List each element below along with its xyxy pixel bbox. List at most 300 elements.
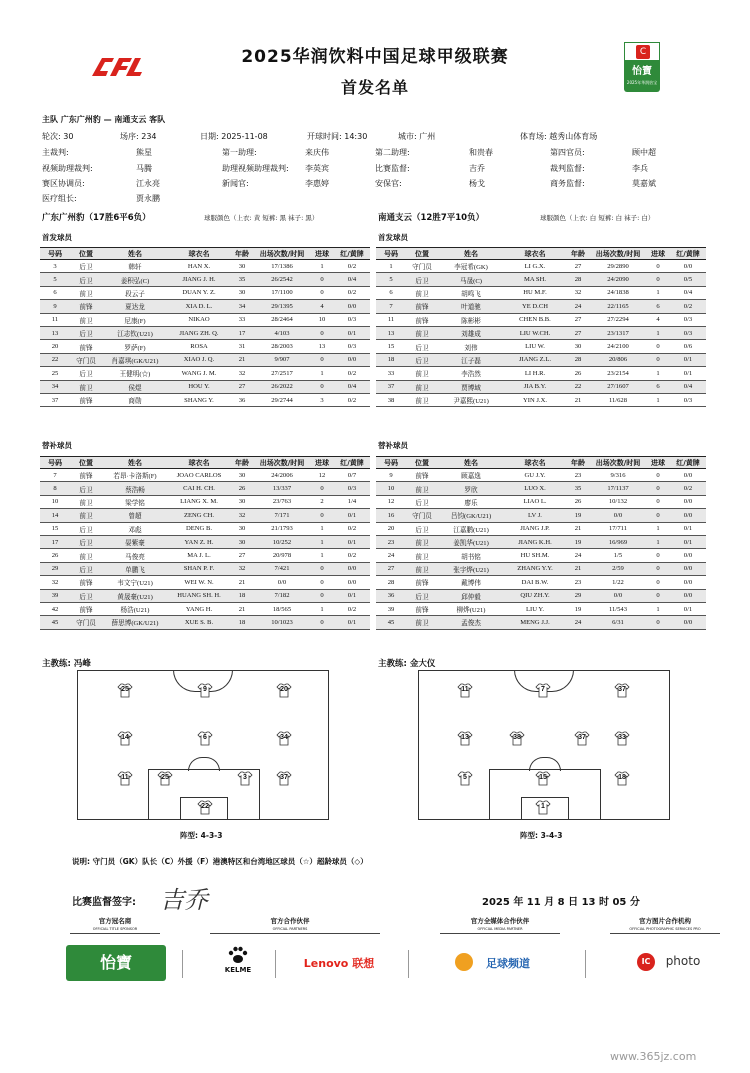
player-cell: 11/543 <box>590 602 646 615</box>
player-cell: 21 <box>230 602 254 615</box>
away-team-name: 南通支云（12胜7平10负） <box>378 213 485 223</box>
player-cell: 薛思博(GK/U21) <box>102 616 168 629</box>
player-cell: HU SH.M. <box>504 549 566 562</box>
column-header: 年龄 <box>230 248 254 260</box>
player-cell: 21 <box>566 393 590 406</box>
player-cell: 26/2022 <box>254 380 310 393</box>
player-cell: 后卫 <box>406 353 438 366</box>
player-cell: 0/1 <box>670 535 706 548</box>
player-cell: 15 <box>40 522 70 535</box>
player-cell: 1 <box>310 367 334 380</box>
player-row <box>40 549 370 562</box>
kelme-logo: KELME <box>224 966 252 974</box>
player-cell: 45 <box>40 616 70 629</box>
player-cell: 0/1 <box>334 326 370 339</box>
player-row <box>40 589 370 602</box>
player-cell: 后卫 <box>406 273 438 286</box>
player-cell: 13 <box>376 326 406 339</box>
player-cell: 35 <box>566 482 590 495</box>
football-channel-logo: 足球频道 <box>486 957 530 970</box>
player-cell: 0/7 <box>334 469 370 482</box>
player-cell: 6 <box>40 286 70 299</box>
player-row <box>376 340 706 353</box>
column-header: 出场次数/时间 <box>590 457 646 469</box>
player-cell: XIAO J. Q. <box>168 353 230 366</box>
jersey-number: 22 <box>201 803 209 810</box>
player-cell: 20 <box>376 522 406 535</box>
jersey-number: 34 <box>280 734 288 741</box>
player-cell: 前锋 <box>70 393 102 406</box>
jersey-number: 7 <box>541 686 545 693</box>
player-row <box>40 562 370 575</box>
player-cell: 24/2006 <box>254 469 310 482</box>
away-formation-pitch <box>418 670 670 820</box>
player-cell: 梁学铭 <box>102 495 168 508</box>
player-cell: 0/1 <box>334 616 370 629</box>
ar1-label: 第一助理: <box>222 148 257 157</box>
player-cell: 1 <box>310 522 334 535</box>
player-cell: 0 <box>310 616 334 629</box>
player-cell: JOAO CARLOS <box>168 469 230 482</box>
player-cell: JIANG Z.L. <box>504 353 566 366</box>
player-cell: 0/2 <box>670 300 706 313</box>
away-coach: 主教练: 金大仪 <box>378 659 436 669</box>
player-row <box>40 576 370 589</box>
player-cell: 刘伟 <box>438 340 504 353</box>
player-row <box>40 602 370 615</box>
sponsor-title-3: 官方图片合作机构 <box>639 917 691 925</box>
player-cell: 36 <box>230 393 254 406</box>
player-cell: 1 <box>310 535 334 548</box>
player-cell: 0 <box>646 482 670 495</box>
player-cell: 0 <box>310 353 334 366</box>
player-cell: 1 <box>646 326 670 339</box>
player-cell: 前锋 <box>70 300 102 313</box>
player-row <box>40 469 370 482</box>
player-cell: 30 <box>230 522 254 535</box>
sponsor-sub-3: OFFICIAL PHOTOGRAPHIC SERVICES PRO <box>629 927 701 931</box>
player-cell: 29/2890 <box>590 260 646 273</box>
player-cell: 10/252 <box>254 535 310 548</box>
player-cell: 26/2542 <box>254 273 310 286</box>
player-row <box>40 535 370 548</box>
player-cell: 6 <box>646 300 670 313</box>
jersey-number: 14 <box>121 734 129 741</box>
player-cell: 9/316 <box>590 469 646 482</box>
column-header: 红/黄牌 <box>334 248 370 260</box>
var: 马腾 <box>136 164 152 173</box>
player-row <box>40 300 370 313</box>
player-cell: 守门员 <box>70 616 102 629</box>
player-cell: 0/2 <box>334 367 370 380</box>
player-cell: JIANG K.H. <box>504 535 566 548</box>
coordinator: 江永亮 <box>136 179 160 188</box>
player-cell: 1 <box>646 367 670 380</box>
player-cell: XUE S. B. <box>168 616 230 629</box>
player-cell: 26 <box>230 482 254 495</box>
jersey-number: 6 <box>203 734 207 741</box>
player-cell: WANG J. M. <box>168 367 230 380</box>
player-cell: 4/103 <box>254 326 310 339</box>
player-cell: 28 <box>566 353 590 366</box>
player-cell: 0 <box>646 509 670 522</box>
player-cell: 0/0 <box>334 576 370 589</box>
player-cell: 0/2 <box>334 286 370 299</box>
player-cell: 叶道驰 <box>438 300 504 313</box>
player-row <box>40 313 370 326</box>
ref-assessor: 李兵 <box>632 164 648 173</box>
player-cell: 33 <box>376 367 406 380</box>
player-cell: 18/565 <box>254 602 310 615</box>
player-cell: 0 <box>646 549 670 562</box>
ar1: 来庆伟 <box>305 148 329 157</box>
column-header: 进球 <box>646 248 670 260</box>
column-header: 进球 <box>646 457 670 469</box>
player-row <box>376 616 706 629</box>
player-cell: 0/1 <box>334 509 370 522</box>
player-row <box>40 260 370 273</box>
player-row <box>40 509 370 522</box>
coordinator-label: 赛区协调员: <box>42 179 85 188</box>
sponsor-sub-0: OFFICIAL TITLE SPONSOR <box>92 927 138 931</box>
player-cell: 前卫 <box>70 313 102 326</box>
jersey-number: 18 <box>618 774 626 781</box>
player-cell: 27 <box>566 260 590 273</box>
player-cell: 0 <box>646 340 670 353</box>
player-cell: 单鹏飞 <box>102 562 168 575</box>
player-cell: 30 <box>230 535 254 548</box>
sign-time: 2025 年 11 月 8 日 13 时 05 分 <box>482 897 640 908</box>
player-row <box>376 522 706 535</box>
player-cell: 0 <box>646 576 670 589</box>
player-row <box>40 616 370 629</box>
sponsor-title-2: 官方全媒体合作伙伴 <box>470 917 530 925</box>
player-cell: 肖嘉琪(GK/U21) <box>102 353 168 366</box>
player-row <box>376 535 706 548</box>
player-row <box>376 602 706 615</box>
player-row <box>376 367 706 380</box>
player-cell: 37 <box>376 380 406 393</box>
player-cell: LV J. <box>504 509 566 522</box>
player-cell: 曾超 <box>102 509 168 522</box>
player-cell: 罗欣 <box>438 482 504 495</box>
player-cell: 吕钧(GK/U21) <box>438 509 504 522</box>
player-cell: 24/1838 <box>590 286 646 299</box>
player-cell: 尼康(F) <box>102 313 168 326</box>
player-cell: 32 <box>230 509 254 522</box>
player-cell: 李浩然 <box>438 367 504 380</box>
player-row <box>376 260 706 273</box>
home-kit: 球服颜色（上衣: 黄 短裤: 黑 袜子: 黑） <box>204 214 319 222</box>
player-cell: 4 <box>310 300 334 313</box>
ic-photo-logo: photo <box>665 954 701 968</box>
player-cell: 0/0 <box>670 495 706 508</box>
fourth: 顾中超 <box>632 148 656 157</box>
player-cell: 0/1 <box>334 535 370 548</box>
player-cell: JIANG J.P. <box>504 522 566 535</box>
jersey-number: 25 <box>161 774 169 781</box>
player-cell: 32 <box>230 562 254 575</box>
player-cell: 27 <box>566 326 590 339</box>
player-cell: 1 <box>310 549 334 562</box>
player-cell: 10 <box>310 313 334 326</box>
player-row <box>376 300 706 313</box>
column-header: 红/黄牌 <box>334 457 370 469</box>
away-subs-table <box>376 456 706 630</box>
player-cell: 守门员 <box>406 260 438 273</box>
player-cell: 夏达龙 <box>102 300 168 313</box>
column-header: 号码 <box>376 248 406 260</box>
column-header: 年龄 <box>566 457 590 469</box>
player-cell: 张宇烨(U21) <box>438 562 504 575</box>
player-cell: 前锋 <box>70 576 102 589</box>
player-row <box>376 549 706 562</box>
player-cell: 贾博域 <box>438 380 504 393</box>
jersey-number: 15 <box>539 774 547 781</box>
player-cell: 9 <box>40 300 70 313</box>
player-cell: LIU W.CH. <box>504 326 566 339</box>
column-header: 号码 <box>40 248 70 260</box>
column-header: 进球 <box>310 248 334 260</box>
player-cell: 6 <box>376 286 406 299</box>
player-cell: 17/1100 <box>254 286 310 299</box>
player-cell: 0/4 <box>670 286 706 299</box>
player-cell: 0 <box>646 616 670 629</box>
player-cell: 前卫 <box>70 549 102 562</box>
player-row <box>40 522 370 535</box>
press: 李惠婷 <box>305 179 329 188</box>
badge-mark-icon: C <box>636 45 650 59</box>
player-cell: 后卫 <box>70 367 102 380</box>
player-row <box>376 313 706 326</box>
player-cell: 23 <box>376 535 406 548</box>
player-cell: GU J.Y. <box>504 469 566 482</box>
player-cell: CAI H. CH. <box>168 482 230 495</box>
column-header: 位置 <box>406 457 438 469</box>
player-cell: 柳烨(U21) <box>438 602 504 615</box>
player-cell: 罗萨(F) <box>102 340 168 353</box>
player-cell: 0/0 <box>670 562 706 575</box>
player-cell: 29 <box>40 562 70 575</box>
player-cell: 0/0 <box>334 562 370 575</box>
column-header: 进球 <box>310 457 334 469</box>
player-cell: 1 <box>310 260 334 273</box>
player-cell: 前锋 <box>70 469 102 482</box>
player-cell: 24 <box>566 549 590 562</box>
column-header: 号码 <box>40 457 70 469</box>
column-header: 球衣名 <box>168 457 230 469</box>
player-cell: 23/1317 <box>590 326 646 339</box>
column-header: 年龄 <box>230 457 254 469</box>
player-cell: 后卫 <box>406 522 438 535</box>
player-cell: 13/337 <box>254 482 310 495</box>
player-cell: 24/2100 <box>590 340 646 353</box>
player-cell: 后卫 <box>70 482 102 495</box>
home-coach: 主教练: 冯峰 <box>42 659 91 669</box>
date: 日期: 2025-11-08 <box>200 132 268 141</box>
player-cell: 0 <box>310 326 334 339</box>
jersey-number: 3 <box>243 774 247 781</box>
player-cell: 6 <box>646 380 670 393</box>
player-cell: 1 <box>646 522 670 535</box>
player-cell: 27 <box>566 313 590 326</box>
player-cell: 11/628 <box>590 393 646 406</box>
player-cell: 邱仲毅 <box>438 589 504 602</box>
player-cell: YE D.CH <box>504 300 566 313</box>
avar-label: 助理视频助理裁判: <box>222 164 289 173</box>
ar2-label: 第二助理: <box>375 148 410 157</box>
jersey-number: 11 <box>121 774 129 781</box>
player-cell: 9/907 <box>254 353 310 366</box>
player-cell: 27/2294 <box>590 313 646 326</box>
player-cell: 28/2464 <box>254 313 310 326</box>
player-row <box>40 353 370 366</box>
away-formation: 阵型: 3-4-3 <box>520 831 563 840</box>
column-header: 出场次数/时间 <box>254 248 310 260</box>
player-row <box>376 286 706 299</box>
player-cell: 1 <box>646 535 670 548</box>
player-cell: 24 <box>566 616 590 629</box>
player-row <box>40 340 370 353</box>
player-cell: 32 <box>40 576 70 589</box>
player-cell: JIANG ZH. Q. <box>168 326 230 339</box>
column-header: 球衣名 <box>168 248 230 260</box>
player-cell: 江嘉鹏(U21) <box>438 522 504 535</box>
player-cell: 前卫 <box>406 562 438 575</box>
player-cell: DAI B.W. <box>504 576 566 589</box>
player-cell: 10 <box>376 482 406 495</box>
player-cell: 前卫 <box>406 616 438 629</box>
player-cell: 27/1607 <box>590 380 646 393</box>
column-header: 球衣名 <box>504 248 566 260</box>
player-cell: 后卫 <box>70 326 102 339</box>
player-cell: 若昂·卡洛斯(F) <box>102 469 168 482</box>
player-cell: 王健明(☆) <box>102 367 168 380</box>
player-cell: 17/1137 <box>590 482 646 495</box>
player-cell: 江志钦(U21) <box>102 326 168 339</box>
home-subs-label: 替补球员 <box>42 441 72 450</box>
player-cell: 22 <box>566 380 590 393</box>
supervisor: 吉乔 <box>469 164 485 173</box>
player-cell: 前卫 <box>70 509 102 522</box>
player-cell: 0/3 <box>334 482 370 495</box>
player-row <box>40 367 370 380</box>
player-cell: 0/1 <box>670 353 706 366</box>
player-cell: 0 <box>646 495 670 508</box>
player-cell: 11 <box>40 313 70 326</box>
player-cell: 32 <box>230 367 254 380</box>
player-cell: 0/0 <box>670 589 706 602</box>
player-row <box>40 273 370 286</box>
player-cell: 前锋 <box>70 602 102 615</box>
player-cell: 7/171 <box>254 509 310 522</box>
player-cell: QIU ZH.Y. <box>504 589 566 602</box>
player-cell: 前锋 <box>70 340 102 353</box>
player-row <box>376 576 706 589</box>
player-cell: 0 <box>310 576 334 589</box>
player-cell: 0/0 <box>670 616 706 629</box>
player-cell: 0/0 <box>670 576 706 589</box>
signature-label: 比赛监督签字: <box>72 897 136 908</box>
cbest-logo: 怡寶 <box>66 945 166 981</box>
venue: 体育场: 越秀山体育场 <box>520 132 598 141</box>
player-cell: 17 <box>230 326 254 339</box>
player-row <box>376 380 706 393</box>
player-cell: 0/2 <box>334 393 370 406</box>
player-cell: 姜凯华(U21) <box>438 535 504 548</box>
column-header: 出场次数/时间 <box>254 457 310 469</box>
security: 杨戈 <box>469 179 485 188</box>
player-cell: 胡鸣飞 <box>438 286 504 299</box>
player-cell: 24/2090 <box>590 273 646 286</box>
player-cell: 0/2 <box>334 260 370 273</box>
ic-photo-icon: IC <box>637 953 655 971</box>
player-cell: 后卫 <box>406 340 438 353</box>
avar: 李英宾 <box>305 164 329 173</box>
player-cell: 21 <box>230 576 254 589</box>
player-cell: 21/1793 <box>254 522 310 535</box>
player-cell: 邓彪 <box>102 522 168 535</box>
player-cell: 27/2517 <box>254 367 310 380</box>
player-cell: 杨浩(U21) <box>102 602 168 615</box>
player-row <box>376 393 706 406</box>
player-cell: 江子磊 <box>438 353 504 366</box>
player-cell: 0/2 <box>334 602 370 615</box>
jersey-number: 13 <box>461 734 469 741</box>
player-cell: 26 <box>40 549 70 562</box>
player-row <box>40 393 370 406</box>
away-starters-label: 首发球员 <box>378 233 408 242</box>
player-cell: NIKAO <box>168 313 230 326</box>
supervisor-signature: 吉乔 <box>160 886 208 914</box>
player-row <box>376 562 706 575</box>
home-starters-label: 首发球员 <box>42 233 72 242</box>
jersey-number: 11 <box>461 686 469 693</box>
player-cell: 0/0 <box>590 509 646 522</box>
player-cell: 12 <box>376 495 406 508</box>
player-row <box>376 273 706 286</box>
player-cell: 25 <box>40 367 70 380</box>
jersey-number: 37 <box>578 734 586 741</box>
sponsor-title-0: 官方冠名商 <box>98 917 132 925</box>
press-label: 新闻官: <box>222 179 249 188</box>
home-team-name: 广东广州豹（17胜6平6负） <box>42 213 151 223</box>
player-cell: 商勋 <box>102 393 168 406</box>
player-cell: 1/22 <box>590 576 646 589</box>
player-cell: SHAN P. F. <box>168 562 230 575</box>
player-cell: 黄晟豪(U21) <box>102 589 168 602</box>
column-header: 位置 <box>70 248 102 260</box>
player-cell: 0/3 <box>670 326 706 339</box>
player-cell: MA SH. <box>504 273 566 286</box>
player-cell: MA J. L. <box>168 549 230 562</box>
player-cell: 后卫 <box>70 260 102 273</box>
player-cell: 前卫 <box>406 535 438 548</box>
player-cell: YIN J.X. <box>504 393 566 406</box>
jersey-number: 25 <box>121 686 129 693</box>
player-cell: 30 <box>230 286 254 299</box>
player-cell: 20/978 <box>254 549 310 562</box>
player-cell: LIAO L. <box>504 495 566 508</box>
player-cell: DUAN Y. Z. <box>168 286 230 299</box>
player-cell: SHANG Y. <box>168 393 230 406</box>
player-cell: 0/0 <box>670 509 706 522</box>
home-formation-pitch <box>77 670 329 820</box>
player-row <box>40 482 370 495</box>
player-row <box>376 495 706 508</box>
player-cell: CHEN B.B. <box>504 313 566 326</box>
player-cell: 0/4 <box>670 380 706 393</box>
